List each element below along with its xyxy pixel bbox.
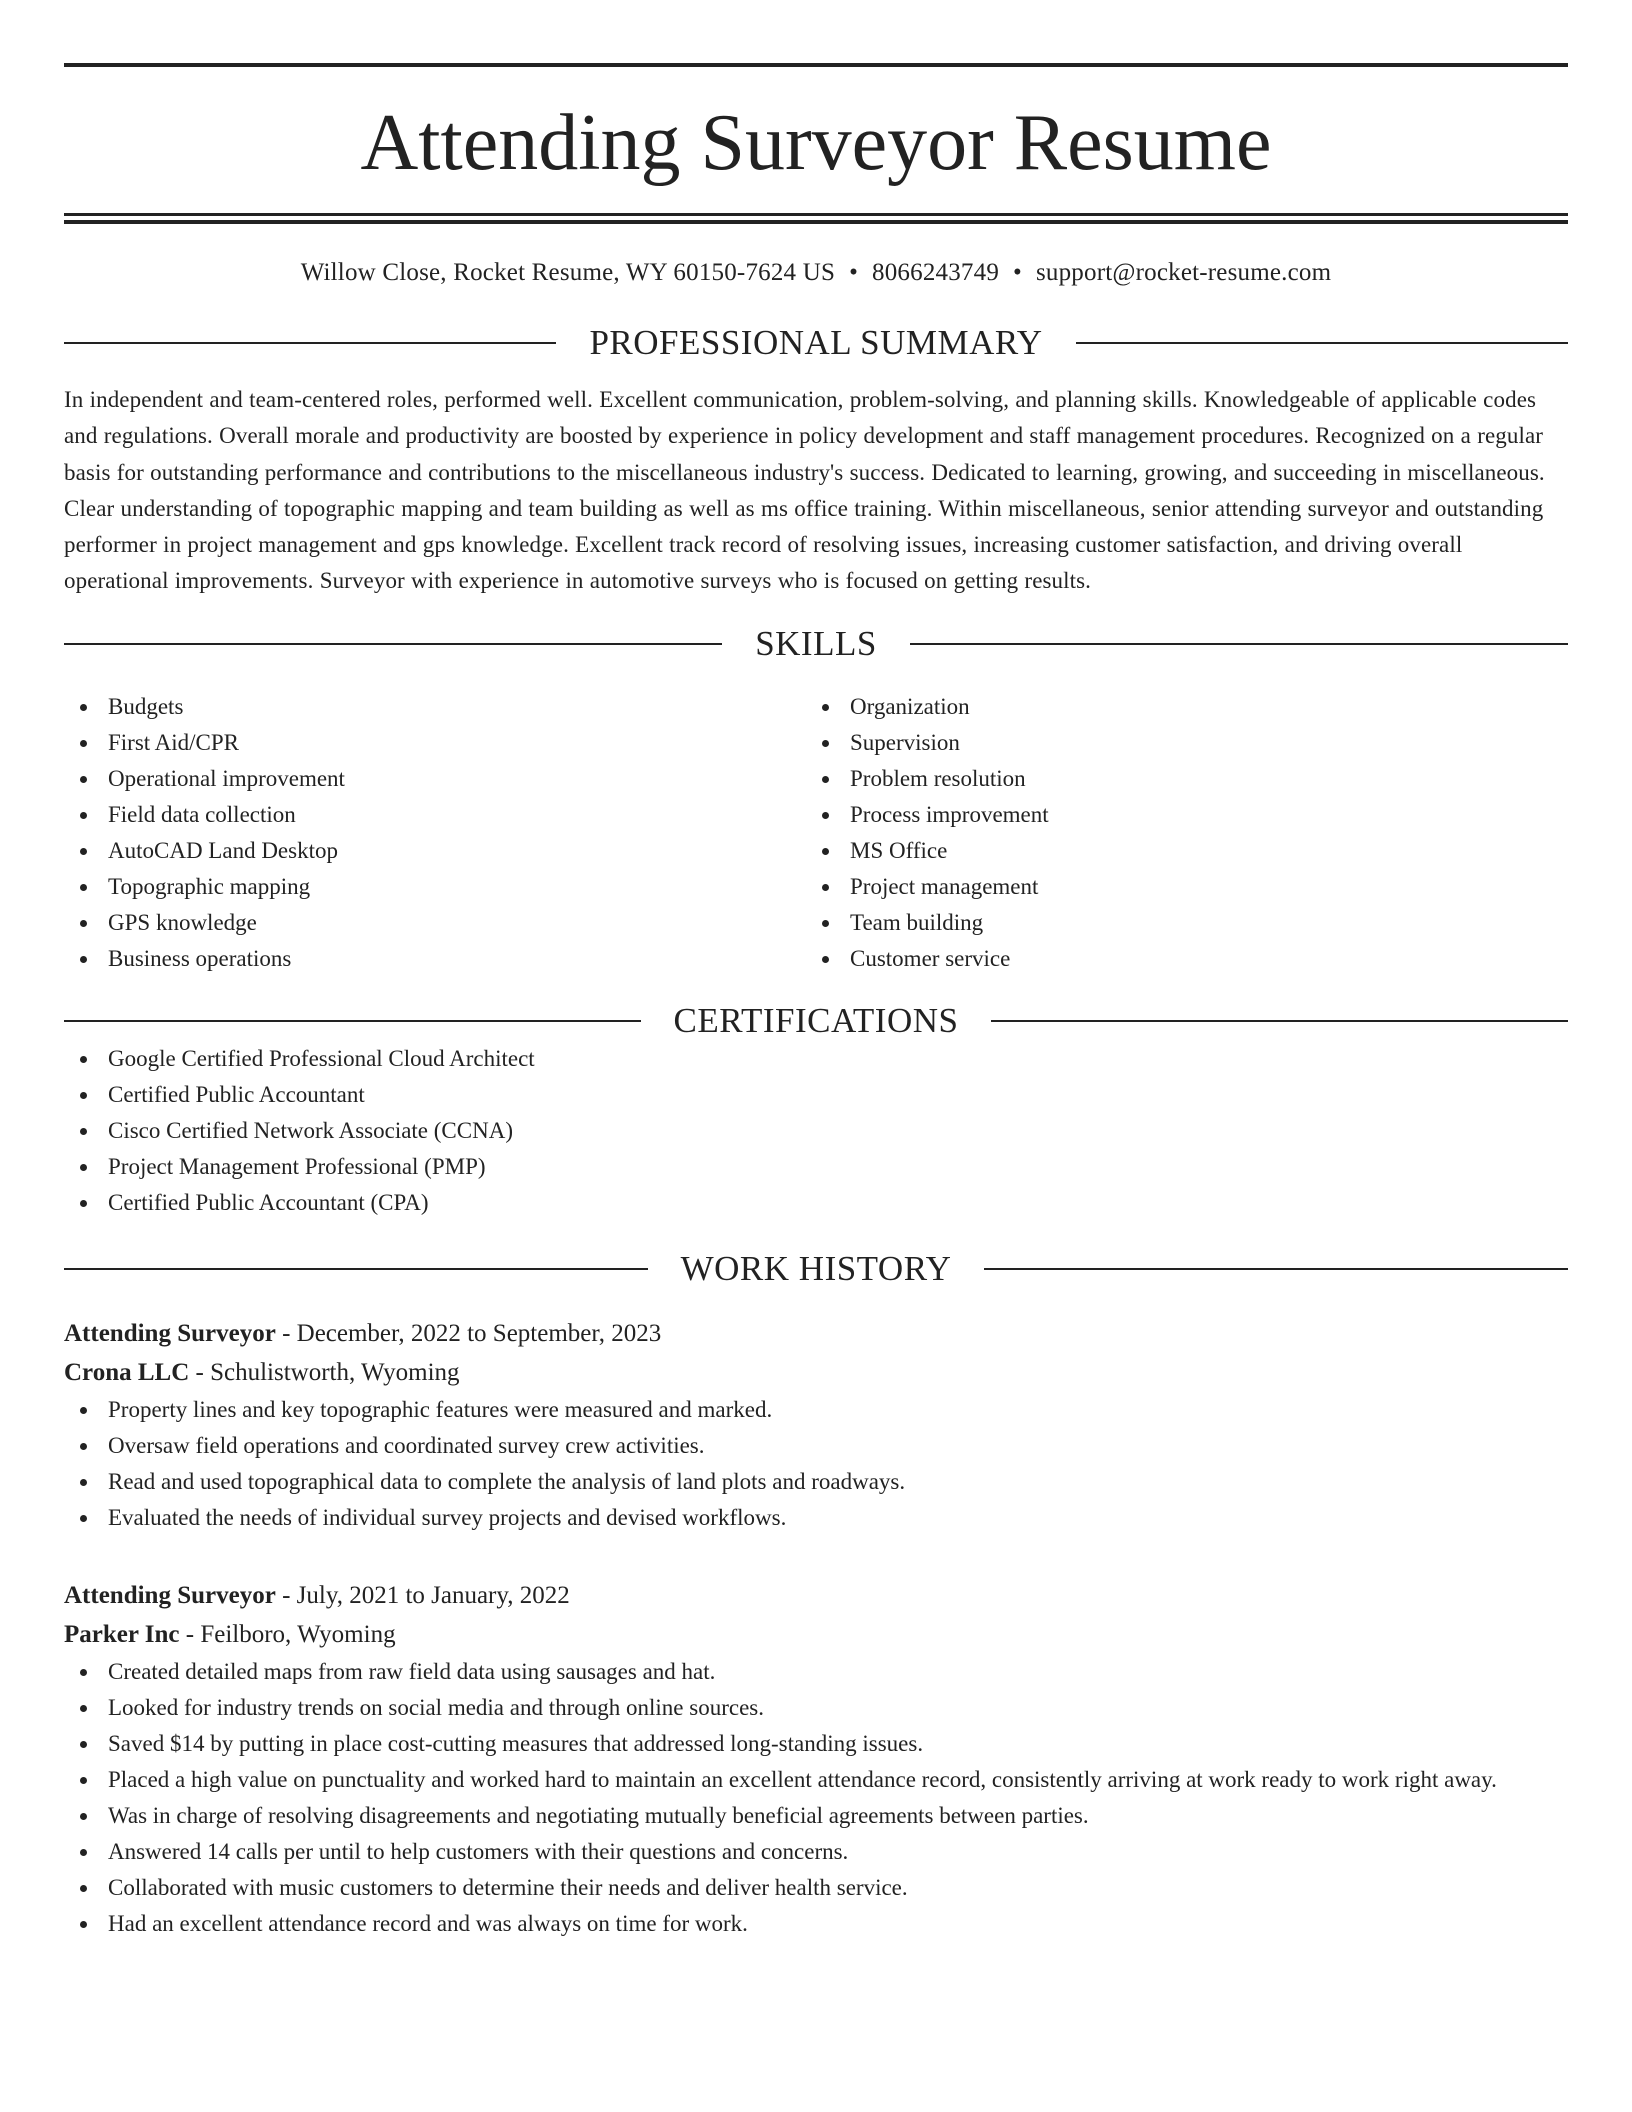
- heading-rule-right: [991, 1020, 1568, 1022]
- summary-text: In independent and team-centered roles, performed well. Excellent communication, problem-solving, and planning skills. Knowledgeable of applicable codes and regulations. Overall morale and productivity are boosted by experience in policy development and staff management procedures. Recognized on a regular basis for outstanding performance and contributions to the miscellaneous industry's success. Dedicated to learning, growing, and succeeding in miscellaneous. Clear understanding of topographic mapping and team building as well as ms office training. Within miscellaneous, senior attending surveyor and outstanding performer in project management and gps knowledge. Excellent track record of resolving issues, increasing customer satisfaction, and driving overall operational improvements. Surveyor with experience in automotive surveys who is focused on getting results.: [64, 387, 1545, 594]
- job-title: Attending Surveyor: [64, 1581, 276, 1609]
- heading-rule-left: [64, 1020, 641, 1022]
- skill-item: Field data collection: [64, 797, 806, 833]
- job-bullet: Was in charge of resolving disagreements and negotiating mutually beneficial agreements between parties.: [64, 1798, 1568, 1834]
- section-title: WORK HISTORY: [680, 1248, 952, 1288]
- skill-item: Organization: [806, 689, 1548, 725]
- skill-item: Topographic mapping: [64, 869, 806, 905]
- contact-address: Willow Close, Rocket Resume, WY 60150-7624 US: [300, 259, 836, 286]
- skill-item: Operational improvement: [64, 761, 806, 797]
- job-location: - Feilboro, Wyoming: [179, 1620, 396, 1648]
- title-block: [64, 63, 1568, 224]
- skill-item: Team building: [806, 905, 1548, 941]
- job-dates: - July, 2021 to January, 2022: [275, 1581, 570, 1609]
- job-company-line: [64, 1615, 1568, 1654]
- job-entry: [64, 1314, 1568, 1536]
- contact-email: support@rocket-resume.com: [1035, 259, 1332, 286]
- heading-rule-right: [1076, 342, 1568, 344]
- contact-line: [64, 258, 1568, 288]
- job-bullet: Answered 14 calls per until to help customers with their questions and concerns.: [64, 1834, 1568, 1870]
- job-bullet: Read and used topographical data to complete the analysis of land plots and roadways.: [64, 1464, 1568, 1500]
- section-title: CERTIFICATIONS: [673, 1000, 959, 1040]
- skills-grid: [64, 689, 1568, 977]
- heading-rule-left: [64, 342, 556, 344]
- contact-separator: •: [849, 259, 859, 286]
- skill-item: GPS knowledge: [64, 905, 806, 941]
- certification-item: Cisco Certified Network Associate (CCNA): [64, 1113, 1568, 1149]
- job-title-line: [64, 1314, 1568, 1353]
- job-bullet: Had an excellent attendance record and was always on time for work.: [64, 1906, 1568, 1942]
- job-bullet: Placed a high value on punctuality and worked hard to maintain an excellent attendance record, consistently arriving at work ready to work right away.: [64, 1762, 1568, 1798]
- job-location: - Schulistworth, Wyoming: [189, 1358, 460, 1386]
- job-bullets: [64, 1654, 1568, 1942]
- job-bullet: Created detailed maps from raw field data using sausages and hat.: [64, 1654, 1568, 1690]
- certification-item: Project Management Professional (PMP): [64, 1149, 1568, 1185]
- job-bullet: Evaluated the needs of individual survey projects and devised workflows.: [64, 1500, 1568, 1536]
- job-company: Crona LLC: [64, 1358, 190, 1386]
- certification-item: Google Certified Professional Cloud Architect: [64, 1041, 1568, 1077]
- job-bullet: Property lines and key topographic features were measured and marked.: [64, 1392, 1568, 1428]
- heading-rule-right: [910, 643, 1568, 645]
- skill-item: Customer service: [806, 941, 1548, 977]
- job-title: Attending Surveyor: [64, 1319, 276, 1347]
- heading-rule-left: [64, 1268, 648, 1270]
- summary-heading: [64, 323, 1568, 363]
- skill-item: First Aid/CPR: [64, 725, 806, 761]
- certification-item: Certified Public Accountant: [64, 1077, 1568, 1113]
- job-bullets: [64, 1392, 1568, 1536]
- resume-page: [64, 0, 1568, 1942]
- job-company-line: [64, 1353, 1568, 1392]
- skill-item: Project management: [806, 869, 1548, 905]
- heading-rule-left: [64, 643, 722, 645]
- skills-heading: [64, 624, 1568, 664]
- skills-list-left: [64, 689, 806, 977]
- document-title: Attending Surveyor Resume: [360, 99, 1272, 187]
- skill-item: Process improvement: [806, 797, 1548, 833]
- skill-item: AutoCAD Land Desktop: [64, 833, 806, 869]
- certifications-list: [64, 1041, 1568, 1221]
- job-bullet: Oversaw field operations and coordinated survey crew activities.: [64, 1428, 1568, 1464]
- heading-rule-right: [984, 1268, 1568, 1270]
- work-history-heading: [64, 1249, 1568, 1289]
- skill-item: MS Office: [806, 833, 1548, 869]
- skill-item: Budgets: [64, 689, 806, 725]
- section-title: SKILLS: [755, 623, 877, 663]
- section-title: PROFESSIONAL SUMMARY: [589, 323, 1043, 362]
- job-dates: - December, 2022 to September, 2023: [275, 1319, 662, 1347]
- job-company: Parker Inc: [64, 1620, 180, 1648]
- job-entry: [64, 1576, 1568, 1942]
- skill-item: Problem resolution: [806, 761, 1548, 797]
- skills-list-right: [806, 689, 1548, 977]
- job-title-line: [64, 1576, 1568, 1615]
- certification-item: Certified Public Accountant (CPA): [64, 1185, 1568, 1221]
- skill-item: Supervision: [806, 725, 1548, 761]
- contact-separator: •: [1013, 259, 1022, 286]
- skill-item: Business operations: [64, 941, 806, 977]
- contact-phone: 8066243749: [872, 259, 1000, 286]
- job-bullet: Looked for industry trends on social media and through online sources.: [64, 1690, 1568, 1726]
- certifications-heading: [64, 1001, 1568, 1041]
- title-double-rule: [64, 213, 1568, 224]
- job-bullet: Collaborated with music customers to determine their needs and deliver health service.: [64, 1870, 1568, 1906]
- job-bullet: Saved $14 by putting in place cost-cutting measures that addressed long-standing issues.: [64, 1726, 1568, 1762]
